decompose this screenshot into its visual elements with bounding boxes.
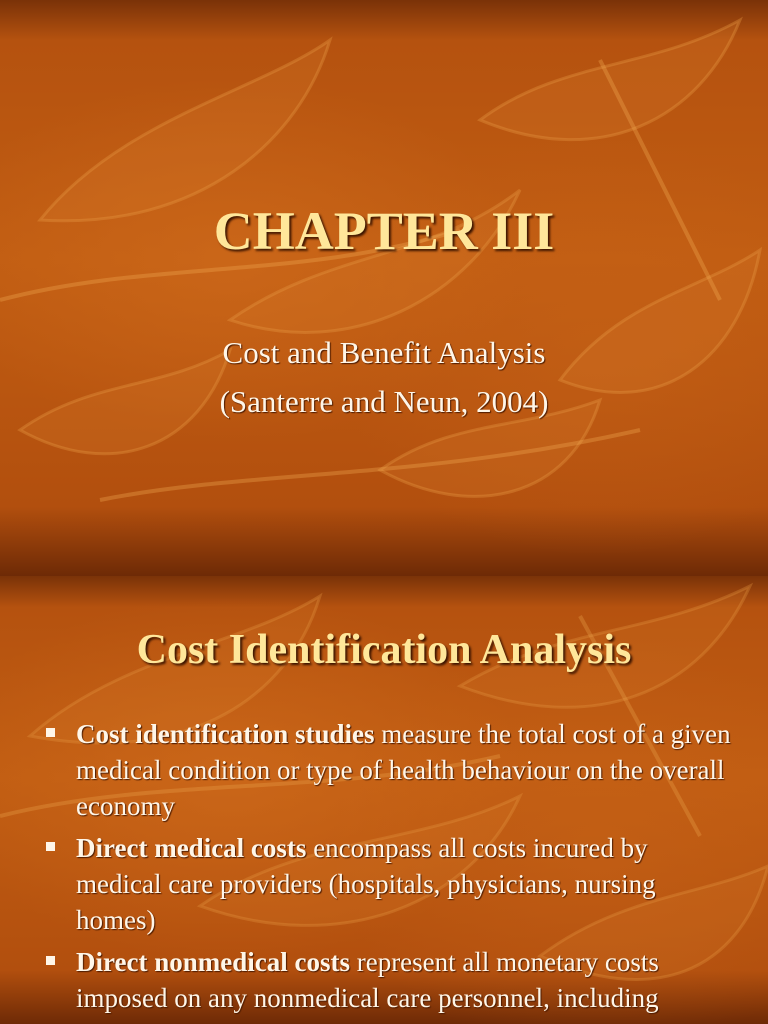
list-item	[46, 830, 738, 938]
square-bullet-icon	[46, 956, 55, 965]
chapter-title: CHAPTER III	[213, 201, 555, 261]
bullet-text: measure the total cost of a given medical condition or type of health behaviour on the overall economy	[76, 719, 731, 821]
bullet-term: Cost identification studies	[76, 719, 375, 749]
square-bullet-icon	[46, 728, 55, 737]
slide-title: Cost Identification Analysis	[136, 627, 632, 673]
bullet-list	[46, 716, 738, 1022]
list-item	[46, 944, 738, 1016]
bullet-text: represent all monetary costs imposed on any nonmedical care personnel, including	[76, 947, 659, 1013]
content-slide	[0, 576, 768, 1024]
bullet-term: Direct medical costs	[76, 833, 307, 863]
square-bullet-icon	[46, 842, 55, 851]
list-item	[46, 716, 738, 824]
subtitle-line-2: (Santerre and Neun, 2004)	[219, 384, 549, 419]
bullet-text: encompass all costs incured by medical care providers (hospitals, physicians, nursing homes)	[76, 833, 656, 935]
subtitle-line-1: Cost and Benefit Analysis	[222, 335, 546, 370]
bullet-term: Direct nonmedical costs	[76, 947, 350, 977]
